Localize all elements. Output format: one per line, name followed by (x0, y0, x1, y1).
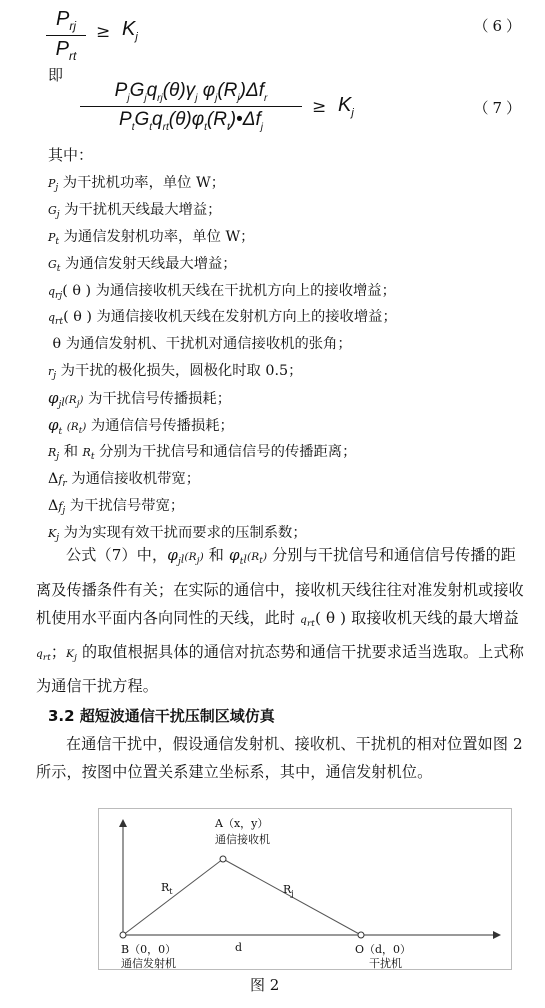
eq7-fraction (80, 80, 302, 133)
eq7-K: $K_j$ (338, 94, 354, 119)
eq6-numerator: $P_{rj}$ (55, 8, 76, 33)
eq7-denominator: $P_tG_tq_{rt}(\theta)\varphi_t(R_t)•\Delta f_j$ (119, 108, 263, 133)
paragraph-simulation: 在通信干扰中，假设通信发射机、接收机、干扰机的相对位置如图 2 所示，按图中位置关系建立坐标系，其中，通信发射机位。 (36, 735, 523, 781)
label-B: B（0，0） (121, 943, 177, 956)
definition-dfj: $\Delta f_j$ 为干扰信号带宽； (48, 497, 185, 516)
definition-Pt: $P_t$ 为通信发射机功率，单位 W； (48, 228, 255, 247)
point-A (220, 856, 226, 862)
eq6-K: $K_j$ (122, 18, 138, 43)
definitions-list (48, 170, 538, 546)
label-A-name: 通信接收机 (215, 833, 270, 846)
eq6-geq: ≥ (96, 22, 111, 42)
eq7-number: （7） (473, 99, 525, 117)
point-O (358, 932, 364, 938)
definition-Rj-Rt: $R_j$ 和 $R_t$ 分别为干扰信号和通信信号的传播距离； (48, 443, 357, 463)
line-Rt (123, 859, 223, 935)
eq7-numerator: $P_jG_jq_{rj}(\theta)\gamma_j$ $\varphi_j(R_j)\Delta f_r$ (114, 80, 268, 104)
definition-qrj: $q_{rj}$( θ ) 为通信接收机天线在干扰机方向上的接收增益； (48, 282, 396, 301)
label-O-name: 干扰机 (369, 957, 402, 970)
definition-phij: $\varphi_jꞁ(R_j)$ 为干扰信号传播损耗； (48, 389, 232, 411)
point-B (120, 932, 126, 938)
label-O: O（d，0） (355, 943, 412, 956)
definition-Gt: $G_t$ 为通信发射天线最大增益； (48, 255, 237, 274)
label-Rt: $R_t$ (161, 881, 173, 897)
label-d: d (235, 941, 243, 954)
eq6-fraction (46, 8, 86, 63)
fraction-bar (46, 35, 86, 36)
qizhong-text: 其中： (48, 146, 94, 164)
definition-phit: $\varphi_t$ $(R_t)$ 为通信信号传播损耗； (48, 416, 234, 438)
label-B-name: 通信发射机 (121, 957, 176, 970)
definition-Gj: $G_j$ 为干扰机天线最大增益； (48, 201, 222, 221)
label-Rj: $R_j$ (283, 883, 294, 899)
definition-dfr: $\Delta f_r$ 为通信接收机带宽； (48, 470, 201, 489)
eq6-denominator: $P_{rt}$ (55, 38, 77, 63)
definition-Kj: $K_j$ 为为实现有效干扰而要求的压制系数； (48, 524, 307, 543)
eq7-geq: ≥ (312, 97, 327, 117)
ji-text: 即 (48, 66, 64, 84)
figure-2 (98, 808, 512, 970)
fraction-bar (80, 106, 302, 107)
definition-Pj: $P_j$ 为干扰机功率，单位 W； (48, 175, 226, 194)
section-heading: 3.2 超短波通信干扰压制区域仿真 (48, 707, 275, 725)
definition-theta: θ 为通信发射机、干扰机对通信接收机的张角； (52, 336, 352, 353)
definition-rj: $r_j$ 为干扰的极化损失，圆极化时取 0.5； (48, 363, 303, 382)
paragraph-equation-explanation: 公式（7）中，$\varphi_jꞁ(R_j)$ 和 $\varphi_tꞁ(R_t)$ 分别与干扰信号和通信信号传播的距离及传播条件有关；在实际的通信中，接收机天线往往对准发射机或接收机使用水平面内各向同性的天线，此时 $q_{rt}$( θ ) 取接收机天线的最大增益 $q_{rt}$；$K_j$ 的取值根据具体的通信对抗态势和通信干扰要求适当选取。上式称为通信干扰方程。 (36, 546, 525, 695)
figure-caption: 图 2 (250, 976, 280, 994)
definition-qrt: $q_{rt}$( θ ) 为通信接收机天线在发射机方向上的接收增益； (48, 309, 397, 328)
eq6-number: （6） (473, 17, 525, 35)
label-A: A（x，y） (215, 817, 269, 830)
